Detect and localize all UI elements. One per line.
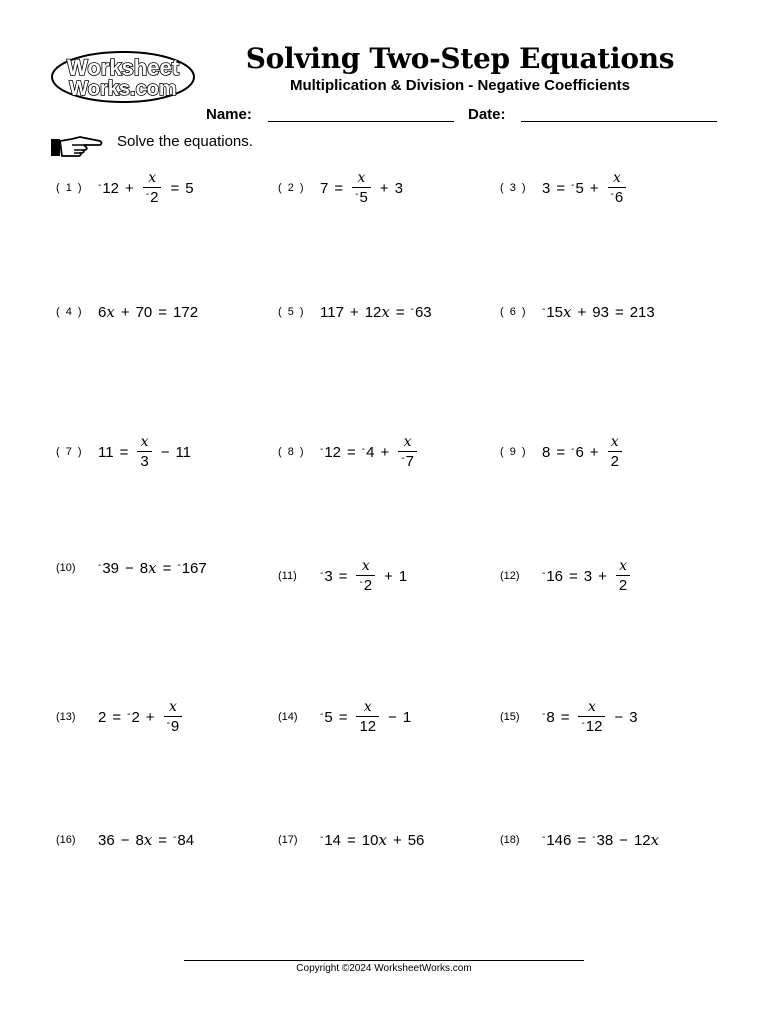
- minus-sign: -: [361, 443, 366, 455]
- term: 1: [398, 567, 408, 585]
- operator: +: [125, 179, 134, 197]
- negative-term: [320, 568, 333, 585]
- problem-number: (13): [56, 711, 76, 723]
- fraction-denominator: [352, 188, 371, 205]
- minus-sign: -: [145, 189, 150, 200]
- minus-sign: -: [355, 189, 359, 200]
- operator: −: [160, 443, 170, 461]
- term: 70: [135, 303, 153, 321]
- minus-sign: -: [98, 179, 102, 191]
- minus-sign: -: [610, 189, 614, 200]
- equation-problem: [56, 432, 191, 472]
- minus-sign: -: [542, 304, 546, 315]
- equation: [542, 831, 659, 849]
- equation: [320, 171, 403, 205]
- pointing-hand-icon: [50, 134, 104, 160]
- variable-term: [542, 303, 572, 321]
- term-value: 63: [414, 303, 432, 321]
- term-value: 14: [324, 831, 342, 849]
- operator: +: [145, 708, 155, 726]
- fraction-numerator: x: [612, 170, 621, 186]
- operator: =: [347, 831, 356, 849]
- minus-sign: -: [542, 708, 546, 720]
- operator: +: [589, 443, 599, 461]
- operator: −: [388, 708, 397, 726]
- term: 117: [320, 303, 344, 321]
- equation-problem: [56, 548, 207, 588]
- equation-problem: [500, 432, 625, 472]
- operator: =: [560, 708, 570, 726]
- minus-sign: -: [320, 708, 324, 720]
- equation-problem: [500, 292, 655, 332]
- copyright: Copyright ©2024 WorksheetWorks.com: [296, 963, 472, 974]
- term: 11: [98, 443, 114, 461]
- term: 172: [173, 303, 199, 321]
- variable: x: [378, 831, 387, 849]
- logo-line1: Worksheet: [66, 55, 180, 80]
- coefficient: 6: [98, 304, 107, 321]
- negative-term: [320, 832, 341, 849]
- fraction-denominator: [398, 452, 417, 469]
- minus-sign: -: [542, 567, 546, 579]
- term: 93: [592, 303, 609, 321]
- problem-number: (12): [500, 570, 520, 582]
- operator: =: [338, 567, 348, 585]
- negative-term: [320, 709, 333, 726]
- minus-sign: -: [410, 303, 414, 315]
- term-value: 8: [546, 708, 555, 726]
- denominator-value: 12: [585, 718, 603, 735]
- variable: x: [106, 303, 115, 321]
- term-value: 84: [177, 831, 195, 849]
- minus-sign: -: [98, 559, 102, 571]
- equation: [98, 435, 191, 469]
- minus-sign: -: [592, 831, 596, 843]
- operator: −: [614, 708, 624, 726]
- operator: +: [120, 303, 130, 321]
- variable-term: [135, 831, 152, 849]
- term-value: 39: [102, 559, 120, 577]
- equation: [542, 171, 629, 205]
- problem-number: ( 6 ): [500, 306, 528, 318]
- term-value: 3: [324, 567, 333, 585]
- term: 1: [402, 708, 412, 726]
- name-label: Name:: [206, 106, 252, 123]
- minus-sign: -: [581, 718, 585, 729]
- problem-number: (14): [278, 711, 298, 723]
- term: 3: [583, 567, 593, 585]
- fraction-numerator: x: [619, 558, 628, 574]
- equation: [320, 435, 420, 469]
- equation: [542, 700, 638, 734]
- negative-term: [127, 709, 140, 726]
- term-value: 5: [575, 179, 584, 197]
- operator: +: [380, 443, 390, 461]
- fraction: [398, 435, 417, 469]
- date-label: Date:: [468, 106, 506, 123]
- denominator-value: 12: [359, 718, 377, 735]
- minus-sign: -: [320, 567, 324, 579]
- minus-sign: -: [571, 443, 575, 455]
- minus-sign: -: [571, 179, 575, 191]
- minus-sign: -: [166, 718, 170, 729]
- problem-number: (11): [278, 570, 297, 582]
- negative-term: [320, 444, 341, 461]
- problem-number: ( 9 ): [500, 446, 528, 458]
- term-value: 16: [546, 567, 564, 585]
- equation: [98, 303, 198, 321]
- operator: +: [379, 179, 389, 197]
- operator: =: [112, 708, 122, 726]
- minus-sign: -: [177, 559, 181, 571]
- negative-term: [571, 444, 584, 461]
- coefficient: 15: [546, 304, 564, 321]
- minus-sign: -: [359, 577, 363, 588]
- operator: =: [119, 443, 129, 461]
- denominator-value: 2: [610, 453, 619, 470]
- negative-term: [542, 568, 563, 585]
- negative-term: [542, 832, 571, 849]
- fraction-numerator: x: [588, 699, 596, 715]
- negative-term: [177, 560, 206, 577]
- problem-number: ( 8 ): [278, 446, 306, 458]
- minus-sign: -: [320, 831, 324, 843]
- minus-sign: -: [127, 708, 131, 720]
- operator: =: [347, 443, 356, 461]
- fraction-numerator: x: [148, 170, 157, 186]
- variable-term: [634, 831, 659, 849]
- variable: x: [563, 303, 572, 321]
- equation: [542, 435, 625, 469]
- fraction: [616, 559, 630, 593]
- problem-number: (15): [500, 711, 520, 723]
- fraction-numerator: x: [363, 699, 372, 715]
- fraction-denominator: [616, 576, 630, 593]
- date-field-line[interactable]: [521, 121, 717, 122]
- operator: =: [334, 179, 344, 197]
- variable: x: [143, 831, 153, 849]
- fraction-denominator: [143, 188, 162, 205]
- term: 8: [542, 443, 551, 461]
- fraction-denominator: [356, 576, 375, 593]
- problem-number: (17): [278, 834, 298, 846]
- operator: =: [162, 559, 172, 577]
- fraction-denominator: [608, 452, 622, 469]
- denominator-value: 7: [405, 453, 414, 470]
- term: 3: [629, 708, 638, 726]
- variable-term: [140, 559, 157, 577]
- denominator-value: 3: [140, 453, 149, 470]
- equation: [542, 559, 633, 593]
- page-subtitle: Multiplication & Division - Negative Coefficients: [289, 77, 631, 94]
- operator: −: [619, 831, 628, 849]
- denominator-value: 2: [150, 189, 159, 206]
- problem-number: ( 3 ): [500, 182, 528, 194]
- equation: [98, 831, 194, 849]
- equation-problem: [500, 820, 659, 860]
- problem-number: ( 7 ): [56, 446, 84, 458]
- denominator-value: 2: [363, 577, 373, 594]
- negative-term: [542, 709, 555, 726]
- equation-problem: [56, 292, 198, 332]
- equation-problem: [56, 168, 194, 208]
- operator: +: [589, 179, 599, 197]
- operator: =: [577, 831, 587, 849]
- fraction: [356, 700, 379, 734]
- operator: −: [120, 831, 130, 849]
- equation-problem: [278, 292, 432, 332]
- operator: =: [338, 708, 348, 726]
- operator: =: [158, 831, 168, 849]
- variable: x: [650, 831, 660, 849]
- term: 11: [175, 443, 192, 461]
- fraction-denominator: [608, 188, 627, 205]
- denominator-value: 9: [170, 718, 180, 735]
- equation-problem: [500, 697, 638, 737]
- term: 3: [394, 179, 403, 197]
- equation: [542, 303, 655, 321]
- logo-line2: Works.com: [69, 78, 177, 100]
- footer-divider: [184, 960, 584, 961]
- equation-problem: [56, 820, 194, 860]
- term-value: 6: [575, 443, 584, 461]
- coefficient: 12: [633, 832, 651, 849]
- fraction-denominator: [164, 717, 183, 734]
- equation: [98, 700, 185, 734]
- negative-term: [98, 180, 119, 197]
- fraction-numerator: x: [168, 699, 177, 715]
- operator: +: [598, 567, 607, 585]
- variable-term: [98, 303, 115, 321]
- term-value: 2: [131, 708, 140, 726]
- minus-sign: -: [401, 453, 405, 464]
- term: 2: [98, 708, 107, 726]
- problem-number: ( 1 ): [56, 182, 84, 194]
- operator: =: [556, 179, 566, 197]
- equation-problem: [278, 432, 420, 472]
- problem-number: (16): [56, 834, 76, 846]
- problem-number: (10): [56, 562, 76, 574]
- operator: =: [569, 567, 578, 585]
- fraction-denominator: [578, 717, 605, 734]
- term: 213: [629, 303, 655, 321]
- problem-number: ( 5 ): [278, 306, 306, 318]
- equation-problem: [278, 168, 403, 208]
- minus-sign: -: [542, 831, 546, 843]
- denominator-value: 6: [614, 189, 624, 206]
- operator: +: [577, 303, 587, 321]
- coefficient: 8: [135, 832, 144, 849]
- operator: =: [395, 303, 405, 321]
- negative-term: [98, 560, 119, 577]
- page-title: Solving Two-Step Equations: [245, 42, 675, 75]
- fraction: [578, 700, 605, 734]
- fraction-numerator: x: [140, 434, 149, 450]
- term-value: 12: [102, 179, 120, 197]
- problem-number: (18): [500, 834, 520, 846]
- fraction-numerator: x: [610, 434, 619, 450]
- equation-problem: [56, 697, 185, 737]
- fraction: [164, 700, 183, 734]
- worksheetworks-logo: [50, 50, 196, 104]
- fraction: [356, 559, 375, 593]
- term: 3: [542, 179, 551, 197]
- fraction: [608, 171, 627, 205]
- fraction: [143, 171, 162, 205]
- equation: [320, 303, 432, 321]
- term-value: 4: [366, 443, 375, 461]
- equation-problem: [278, 820, 424, 860]
- term-value: 12: [324, 443, 342, 461]
- term: 7: [320, 179, 329, 197]
- operator: +: [349, 303, 359, 321]
- term-value: 38: [596, 831, 614, 849]
- minus-sign: -: [173, 831, 177, 843]
- problem-number: ( 2 ): [278, 182, 306, 194]
- denominator-value: 2: [618, 577, 628, 594]
- equation: [98, 171, 194, 205]
- fraction-numerator: x: [361, 558, 370, 574]
- minus-sign: -: [320, 443, 324, 455]
- equation: [320, 559, 407, 593]
- equation-problem: [278, 697, 411, 737]
- variable-term: [362, 831, 387, 849]
- term-value: 146: [546, 831, 572, 849]
- negative-term: [571, 180, 584, 197]
- term: 56: [407, 831, 425, 849]
- fraction-denominator: [356, 717, 379, 734]
- fraction-denominator: [137, 452, 151, 469]
- name-field-line[interactable]: [268, 121, 454, 122]
- operator: =: [158, 303, 168, 321]
- variable: x: [381, 303, 390, 321]
- negative-term: [173, 832, 194, 849]
- negative-term: [411, 304, 432, 321]
- variable-term: [365, 303, 390, 321]
- fraction-numerator: x: [403, 434, 412, 450]
- fraction: [137, 435, 151, 469]
- operator: =: [170, 179, 180, 197]
- negative-term: [592, 832, 613, 849]
- variable: x: [148, 559, 157, 577]
- equation: [320, 700, 411, 734]
- fraction: [608, 435, 622, 469]
- denominator-value: 5: [359, 189, 368, 206]
- term-value: 167: [181, 559, 207, 577]
- operator: =: [556, 443, 566, 461]
- fraction-numerator: x: [357, 170, 366, 186]
- operator: −: [125, 559, 134, 577]
- equation-problem: [500, 168, 629, 208]
- term: 36: [98, 831, 115, 849]
- instructions: Solve the equations.: [117, 133, 253, 150]
- equation: [320, 831, 424, 849]
- fraction: [352, 171, 371, 205]
- term-value: 5: [324, 708, 333, 726]
- coefficient: 8: [139, 560, 149, 577]
- problem-number: ( 4 ): [56, 306, 84, 318]
- coefficient: 12: [364, 304, 382, 321]
- operator: =: [614, 303, 624, 321]
- equation-problem: [500, 556, 633, 596]
- equation: [98, 559, 207, 577]
- equation-problem: [278, 556, 407, 596]
- negative-term: [362, 444, 375, 461]
- operator: +: [392, 831, 402, 849]
- coefficient: 10: [361, 832, 379, 849]
- operator: +: [384, 567, 393, 585]
- term: 5: [185, 179, 194, 197]
